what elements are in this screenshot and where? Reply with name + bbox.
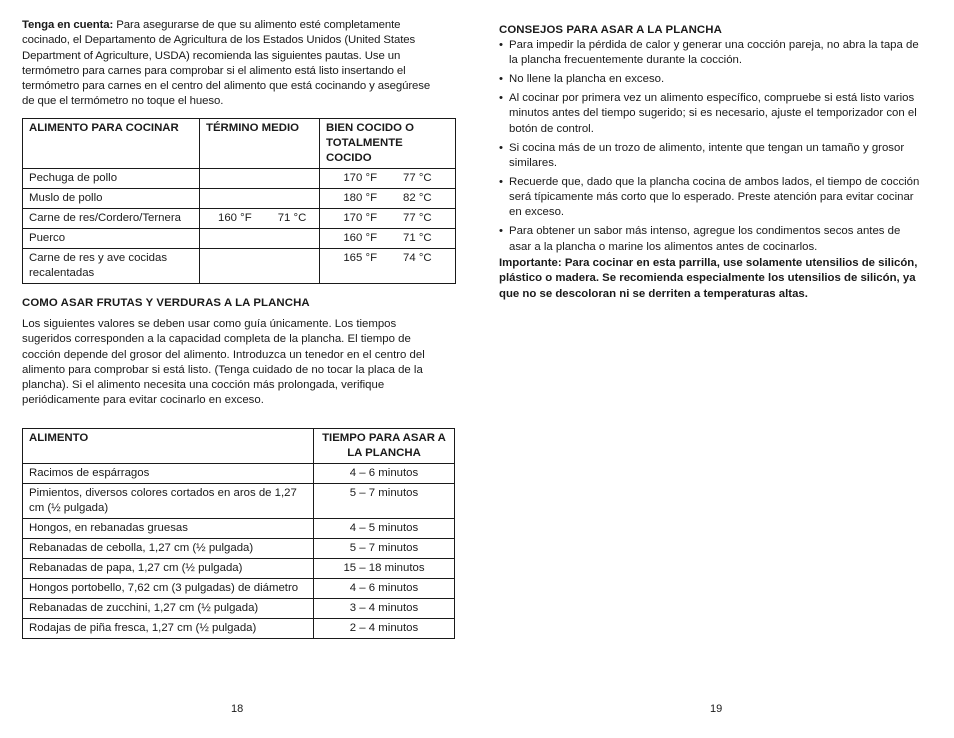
table-row xyxy=(23,559,455,579)
time-cell: 5 – 7 minutos xyxy=(314,539,455,559)
medium-temp-cell xyxy=(200,229,320,249)
bullet-icon: • xyxy=(499,92,503,105)
medium-temp-cell xyxy=(200,189,320,209)
note-label: Tenga en cuenta: xyxy=(22,19,114,31)
important-note: Importante: Para cocinar en esta parrilla, use solamente utensilios de silicón, plástico o madera. Se recomienda especialmente los utensilios de silicón, ya que no se descoloran ni se derriten a temperaturas altas. xyxy=(499,257,918,300)
done-temp-f: 180 °F xyxy=(343,192,378,204)
table-row xyxy=(23,519,455,539)
table-row xyxy=(23,599,455,619)
list-item xyxy=(499,224,925,255)
tip-text: Para impedir la pérdida de calor y generar una cocción pareja, no abra la tapa de la plancha frecuentemente durante la cocción. xyxy=(509,39,919,67)
medium-temp-cell xyxy=(200,169,320,189)
table-row xyxy=(23,169,456,189)
bullet-icon: • xyxy=(499,175,503,188)
tip-text: Para obtener un sabor más intenso, agregue los condimentos secos antes de asar a la plancha o marine los alimentos antes de cocinarlos. xyxy=(509,225,901,253)
food-cell: Pimientos, diversos colores cortados en aros de 1,27 cm (½ pulgada) xyxy=(23,484,314,519)
bullet-icon: • xyxy=(499,225,503,238)
table-row xyxy=(23,229,456,249)
list-item xyxy=(499,141,925,172)
note-text: Para asegurarse de que su alimento esté completamente cocinado, el Departamento de Agricultura de los Estados Unidos (United States Department of Agriculture, USDA) recomienda las siguientes pautas. Use un termómetro para carnes para comprobar si el alimento está listo insertando el termómetro para carnes en el centro del alimento que está cocinando y asegúrese de que el termómetro no toque el hueso. xyxy=(22,19,431,108)
table-row xyxy=(23,484,455,519)
food-cell: Pechuga de pollo xyxy=(23,169,200,189)
done-temp-cell xyxy=(320,209,456,229)
done-temp-f: 165 °F xyxy=(343,252,378,264)
food-cell: Carne de res/Cordero/Ternera xyxy=(23,209,200,229)
tip-text: Si cocina más de un trozo de alimento, intente que tengan un tamaño y grosor similares. xyxy=(509,141,905,169)
table-row xyxy=(23,464,455,484)
list-item xyxy=(499,38,925,69)
done-temp-cell xyxy=(320,229,456,249)
done-temp-c: 82 °C xyxy=(403,192,432,204)
done-temp-f: 170 °F xyxy=(343,212,378,224)
time-cell: 4 – 5 minutos xyxy=(314,519,455,539)
column-header-food: ALIMENTO PARA COCINAR xyxy=(23,119,200,169)
medium-temp-c: 71 °C xyxy=(277,212,307,224)
food-cell: Hongos, en rebanadas gruesas xyxy=(23,519,314,539)
cooking-temperature-table xyxy=(22,118,456,284)
list-item xyxy=(499,175,925,221)
section-title-tips: CONSEJOS PARA ASAR A LA PLANCHA xyxy=(499,24,722,36)
bullet-icon: • xyxy=(499,73,503,86)
food-cell: Rebanadas de cebolla, 1,27 cm (½ pulgada) xyxy=(23,539,314,559)
food-cell: Rebanadas de zucchini, 1,27 cm (½ pulgada) xyxy=(23,599,314,619)
vegetables-paragraph: Los siguientes valores se deben usar como guía únicamente. Los tiempos sugeridos corresponden a la capacidad completa de la plancha. El tiempo de cocción depende del grosor del alimento. Introduzca un tenedor en el centro del alimento para comprobar si está listo. (Tenga cuidado de no tocar la placa de la plancha). Si el alimento necesita una cocción más prolongada, verifique periódicamente para evitar cocinarlo en exceso. xyxy=(22,318,425,407)
done-temp-c: 71 °C xyxy=(403,232,432,244)
medium-temp-cell xyxy=(200,249,320,284)
food-cell: Racimos de espárragos xyxy=(23,464,314,484)
table-row xyxy=(23,249,456,284)
food-cell: Carne de res y ave cocidas recalentadas xyxy=(23,249,200,284)
time-cell: 5 – 7 minutos xyxy=(314,484,455,519)
table-row xyxy=(23,619,455,639)
done-temp-c: 77 °C xyxy=(403,172,432,184)
page-number: 18 xyxy=(231,703,244,715)
time-cell: 4 – 6 minutos xyxy=(314,579,455,599)
done-temp-f: 170 °F xyxy=(343,172,378,184)
list-item xyxy=(499,91,925,137)
food-cell: Rodajas de piña fresca, 1,27 cm (½ pulgada) xyxy=(23,619,314,639)
done-temp-cell xyxy=(320,249,456,284)
time-cell: 15 – 18 minutos xyxy=(314,559,455,579)
medium-temp-f: 160 °F xyxy=(218,212,252,224)
tip-text: Recuerde que, dado que la plancha cocina de ambos lados, el tiempo de cocción será típicamente más corto que lo esperado. Preste atención para evitar cocinar en exceso. xyxy=(509,175,920,219)
table-header-row xyxy=(23,119,456,169)
food-cell: Rebanadas de papa, 1,27 cm (½ pulgada) xyxy=(23,559,314,579)
tips-list xyxy=(499,38,925,258)
section-title-vegetables: COMO ASAR FRUTAS Y VERDURAS A LA PLANCHA xyxy=(22,297,310,309)
done-temp-f: 160 °F xyxy=(343,232,378,244)
usda-note xyxy=(22,18,442,110)
time-cell: 3 – 4 minutos xyxy=(314,599,455,619)
column-header-well-done: BIEN COCIDO O TOTALMENTE COCIDO xyxy=(320,119,456,169)
column-header-time: TIEMPO PARA ASAR A LA PLANCHA xyxy=(314,429,455,464)
done-temp-cell xyxy=(320,189,456,209)
page-number: 19 xyxy=(710,703,723,715)
medium-temp-cell xyxy=(200,209,320,229)
food-cell: Hongos portobello, 7,62 cm (3 pulgadas) de diámetro xyxy=(23,579,314,599)
grilling-time-table xyxy=(22,428,455,639)
done-temp-c: 77 °C xyxy=(403,212,432,224)
food-cell: Muslo de pollo xyxy=(23,189,200,209)
list-item xyxy=(499,72,925,87)
done-temp-cell xyxy=(320,169,456,189)
left-page xyxy=(22,0,456,738)
table-row xyxy=(23,209,456,229)
table-row xyxy=(23,579,455,599)
time-cell: 2 – 4 minutos xyxy=(314,619,455,639)
table-header-row xyxy=(23,429,455,464)
table-row xyxy=(23,189,456,209)
column-header-medium: TÉRMINO MEDIO xyxy=(200,119,320,169)
tip-text: Al cocinar por primera vez un alimento específico, compruebe si está listo varios minutos antes del tiempo sugerido; si es necesario, ajuste el temporizador con el botón de control. xyxy=(509,92,917,135)
food-cell: Puerco xyxy=(23,229,200,249)
bullet-icon: • xyxy=(499,39,503,51)
right-page xyxy=(499,0,925,738)
bullet-icon: • xyxy=(499,141,503,154)
column-header-food: ALIMENTO xyxy=(23,429,314,464)
time-cell: 4 – 6 minutos xyxy=(314,464,455,484)
done-temp-c: 74 °C xyxy=(403,252,432,264)
tip-text: No llene la plancha en exceso. xyxy=(509,73,665,86)
table-row xyxy=(23,539,455,559)
